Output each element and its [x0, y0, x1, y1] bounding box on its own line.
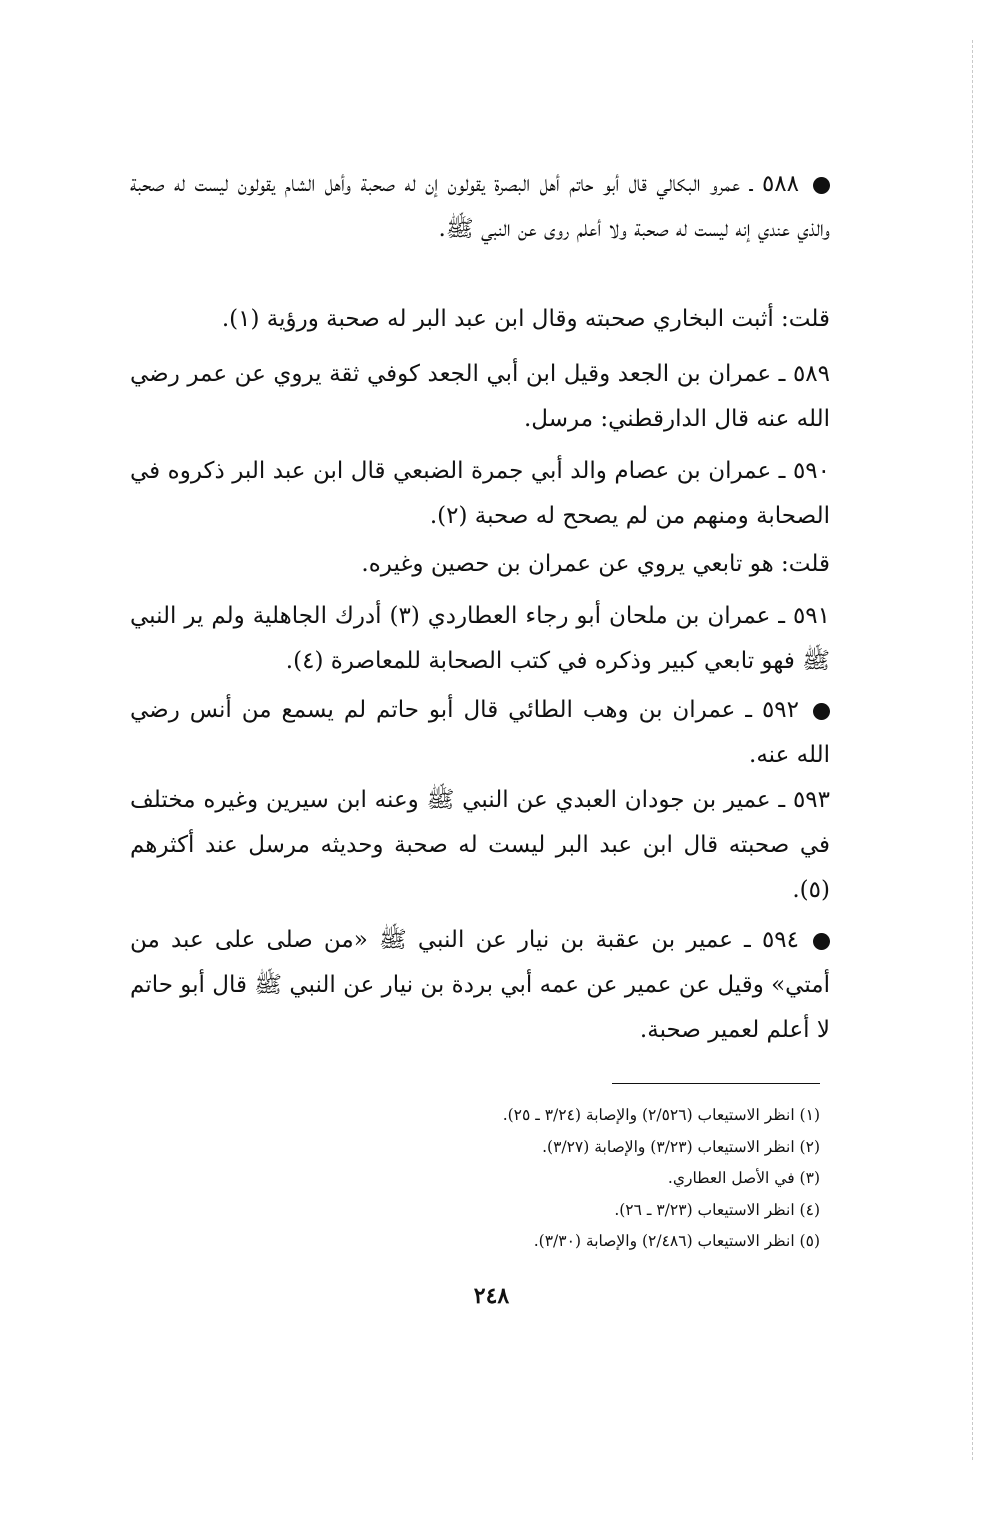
- entry-589: [130, 352, 870, 442]
- bullet-icon: [813, 177, 830, 194]
- footnote-5: (٥) انظر الاستيعاب (٢/٤٨٦) والإصابة (٣/٣٠).: [533, 1232, 820, 1250]
- note-588: [130, 297, 870, 342]
- entry-text: ٥٨٩ ـ عمران بن الجعد وقيل ابن أبي الجعد كوفي ثقة يروي عن عمر رضي الله عنه قال الدارقطني: مرسل.: [130, 361, 830, 432]
- entry-591: [130, 594, 870, 684]
- bullet-icon: [813, 703, 830, 720]
- entry-592: [130, 688, 830, 778]
- entry-590: [130, 449, 870, 539]
- bullet-icon: [813, 933, 830, 950]
- entry-593: [130, 778, 870, 913]
- note-590: [130, 542, 870, 587]
- footnote-3: (٣) في الأصل العطاري.: [667, 1169, 820, 1187]
- page-number: ٢٤٨: [473, 1283, 510, 1309]
- footnote-1: (١) انظر الاستيعاب (٢/٥٢٦) والإصابة (٣/٢٤ ـ ٢٥).: [502, 1106, 820, 1124]
- entry-text: قلت: هو تابعي يروي عن عمران بن حصين وغيره.: [361, 551, 830, 577]
- footnote-2: (٢) انظر الاستيعاب (٣/٢٣) والإصابة (٣/٢٧).: [542, 1137, 820, 1156]
- entry-594: [130, 918, 830, 1053]
- entry-text: ٥٨٨ ـ عمرو البكالي قال أبو حاتم أهل البصرة يقولون إن له صحبة وأهل الشام يقولون ليست له صحبة والذي عندي إنه ليست له صحبة ولا أعلم روى عن النبي ﷺ.: [130, 171, 830, 242]
- footnote-4: (٤) انظر الاستيعاب (٣/٢٣ ـ ٢٦).: [614, 1200, 820, 1219]
- entry-text: ٥٩٣ ـ عمير بن جودان العبدي عن النبي ﷺ وعنه ابن سيرين وغيره مختلف في صحبته قال ابن عبد البر ليست له صحبة وحديثه مرسل عند أكثرهم (٥).: [130, 787, 830, 903]
- footnotes: [430, 1100, 820, 1258]
- entry-text: ٥٩١ ـ عمران بن ملحان أبو رجاء العطاردي (٣) أدرك الجاهلية ولم ير النبي ﷺ فهو تابعي كبير وذكره في كتب الصحابة للمعاصرة (٤).: [130, 603, 830, 674]
- scan-margin-line: [972, 40, 973, 1460]
- entry-text: ٥٩٠ ـ عمران بن عصام والد أبي جمرة الضبعي قال ابن عبد البر ذكروه في الصحابة ومنهم من لم يصحح له صحبة (٢).: [130, 458, 830, 529]
- footnote-divider: [612, 1083, 820, 1084]
- entry-text: ٥٩٤ ـ عمير بن عقبة بن نيار عن النبي ﷺ «من صلى على عبد من أمتي» وقيل عن عمير عن عمه أبي بردة بن نيار عن النبي ﷺ قال أبو حاتم لا أعلم لعمير صحبة.: [130, 927, 830, 1043]
- entry-text: قلت: أثبت البخاري صحبته وقال ابن عبد البر له صحبة ورؤية (١).: [221, 306, 830, 332]
- entry-588: [130, 162, 830, 252]
- entry-text: ٥٩٢ ـ عمران بن وهب الطائي قال أبو حاتم لم يسمع من أنس رضي الله عنه.: [130, 697, 830, 768]
